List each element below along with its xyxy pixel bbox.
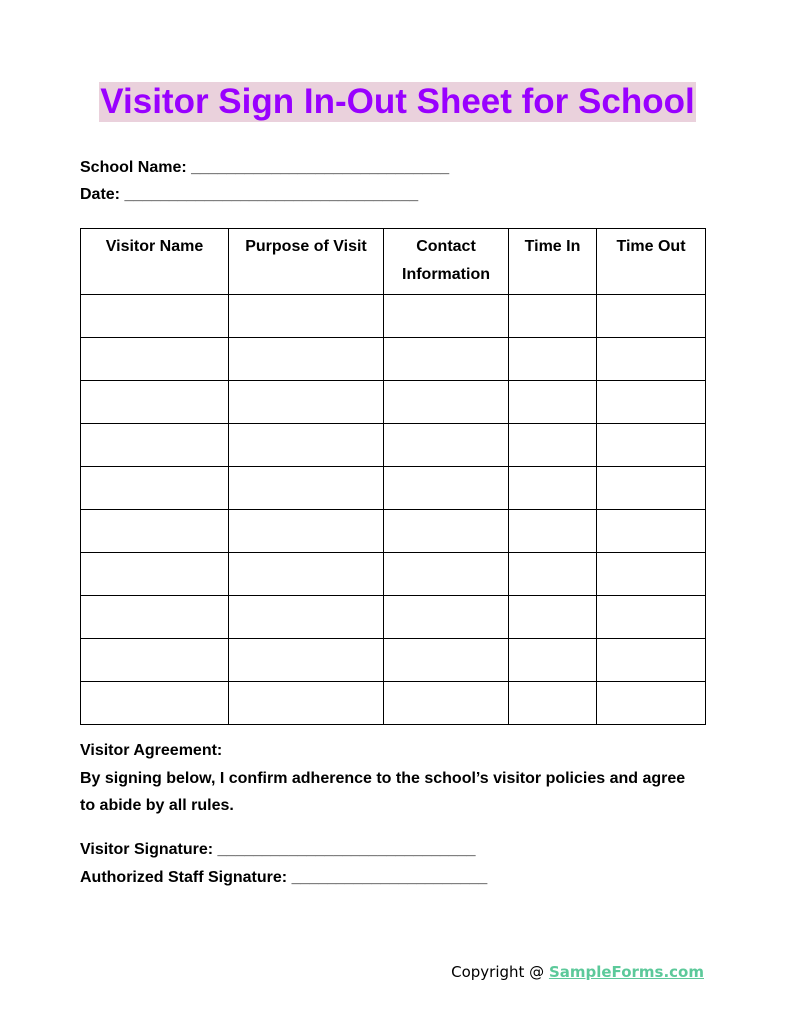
school-name-label: School Name: (80, 159, 187, 176)
agreement-heading: Visitor Agreement: (80, 742, 223, 759)
table-cell[interactable] (229, 381, 384, 424)
table-row (81, 295, 706, 338)
table-cell[interactable] (509, 510, 597, 553)
header-time-in: Time In (509, 229, 597, 295)
table-cell[interactable] (229, 295, 384, 338)
copyright-prefix: Copyright @ (451, 963, 549, 981)
table-cell[interactable] (509, 596, 597, 639)
visitor-signature-label: Visitor Signature: (80, 841, 214, 858)
table-cell[interactable] (384, 295, 509, 338)
table-cell[interactable] (597, 596, 706, 639)
table-cell[interactable] (597, 510, 706, 553)
table-cell[interactable] (597, 553, 706, 596)
table-cell[interactable] (597, 424, 706, 467)
table-cell[interactable] (509, 639, 597, 682)
table-row (81, 553, 706, 596)
table-cell[interactable] (229, 510, 384, 553)
table-cell[interactable] (81, 510, 229, 553)
table-cell[interactable] (229, 467, 384, 510)
table-row (81, 510, 706, 553)
date-field (80, 185, 418, 205)
table-cell[interactable] (384, 467, 509, 510)
visitor-signature-blank[interactable]: _____________________________ (217, 841, 476, 858)
visitor-log-table (80, 228, 706, 725)
table-row (81, 338, 706, 381)
header-purpose-of-visit: Purpose of Visit (229, 229, 384, 295)
table-row (81, 467, 706, 510)
visitor-agreement (80, 737, 700, 820)
table-cell[interactable] (229, 682, 384, 725)
header-time-out: Time Out (597, 229, 706, 295)
table-cell[interactable] (509, 682, 597, 725)
table-cell[interactable] (81, 338, 229, 381)
date-label: Date: (80, 186, 121, 203)
copyright-footer (451, 962, 704, 982)
page-title: Visitor Sign In-Out Sheet for School (100, 82, 695, 121)
table-row (81, 682, 706, 725)
table-cell[interactable] (384, 510, 509, 553)
table-cell[interactable] (81, 596, 229, 639)
table-cell[interactable] (81, 682, 229, 725)
table-cell[interactable] (229, 424, 384, 467)
school-name-blank[interactable]: _____________________________ (191, 159, 450, 176)
agreement-text: By signing below, I confirm adherence to the school’s visitor policies and agree to abide by all rules. (80, 769, 686, 814)
table-cell[interactable] (597, 467, 706, 510)
table-cell[interactable] (81, 467, 229, 510)
table-cell[interactable] (509, 467, 597, 510)
table-cell[interactable] (229, 596, 384, 639)
school-name-field (80, 158, 449, 178)
table-cell[interactable] (229, 639, 384, 682)
table-cell[interactable] (509, 338, 597, 381)
table-cell[interactable] (229, 338, 384, 381)
staff-signature-field (80, 868, 487, 888)
table-cell[interactable] (384, 424, 509, 467)
header-visitor-name: Visitor Name (81, 229, 229, 295)
table-cell[interactable] (229, 553, 384, 596)
table-cell[interactable] (384, 338, 509, 381)
table-cell[interactable] (509, 553, 597, 596)
table-cell[interactable] (384, 639, 509, 682)
table-cell[interactable] (597, 338, 706, 381)
visitor-signature-field (80, 840, 476, 860)
table-cell[interactable] (597, 682, 706, 725)
table-cell[interactable] (384, 596, 509, 639)
table-cell[interactable] (384, 553, 509, 596)
table-cell[interactable] (597, 295, 706, 338)
table-body (81, 295, 706, 725)
header-contact-information: Contact Information (384, 229, 509, 295)
table-cell[interactable] (81, 639, 229, 682)
title-container (0, 82, 795, 122)
date-blank[interactable]: _________________________________ (124, 186, 419, 203)
table-row (81, 596, 706, 639)
table-cell[interactable] (81, 424, 229, 467)
table-cell[interactable] (597, 639, 706, 682)
table-cell[interactable] (509, 295, 597, 338)
staff-signature-blank[interactable]: ______________________ (291, 869, 488, 886)
table-row (81, 639, 706, 682)
brand-link[interactable]: SampleForms.com (548, 963, 704, 981)
table-cell[interactable] (81, 381, 229, 424)
table-cell[interactable] (384, 682, 509, 725)
table-cell[interactable] (81, 553, 229, 596)
table-cell[interactable] (81, 295, 229, 338)
table-cell[interactable] (384, 381, 509, 424)
table-header-row (81, 229, 706, 295)
table-cell[interactable] (597, 381, 706, 424)
staff-signature-label: Authorized Staff Signature: (80, 869, 288, 886)
table-row (81, 424, 706, 467)
table-row (81, 381, 706, 424)
table-cell[interactable] (509, 424, 597, 467)
table-cell[interactable] (509, 381, 597, 424)
